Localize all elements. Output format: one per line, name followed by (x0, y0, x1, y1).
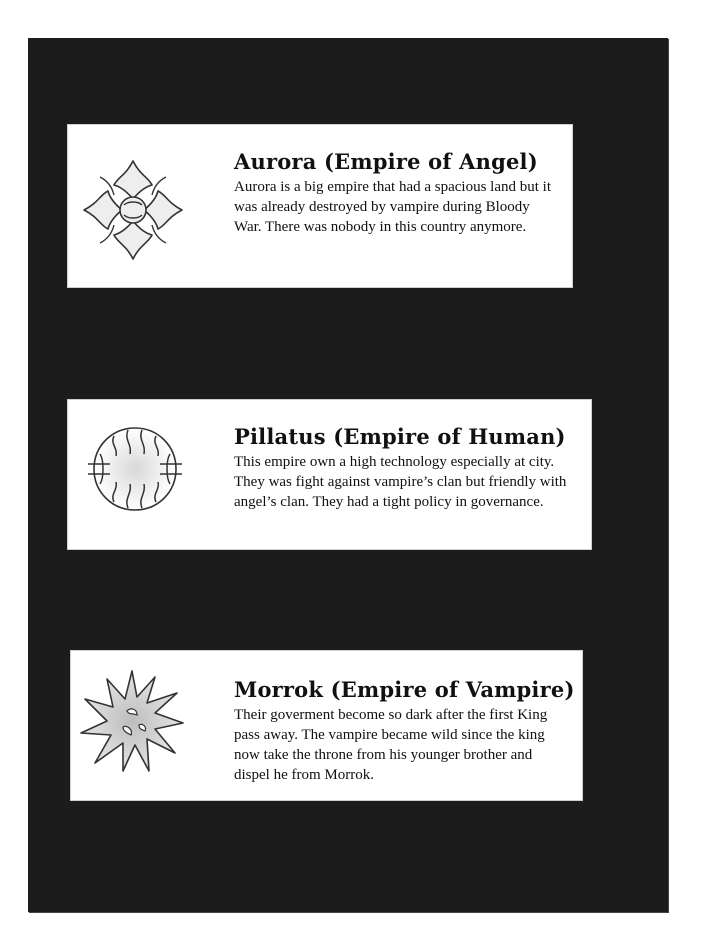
angel-emblem-icon (78, 155, 188, 265)
card-text-pillatus (234, 424, 579, 512)
card-text-aurora (234, 149, 554, 237)
card-title: Aurora (Empire of Angel) (234, 149, 538, 174)
card-description: This empire own a high technology especially at city. They was fight against vampire’s clan but friendly with angel’s clan. They had a tight policy in governance. (234, 454, 567, 510)
card-description: Their goverment become so dark after the first King pass away. The vampire became wild since the king now take the throne from his younger brother and dispel he from Morrok. (234, 707, 548, 783)
card-description: Aurora is a big empire that had a spacious land but it was already destroyed by vampire during Bloody War. There was nobody in this country anymore. (234, 179, 551, 235)
vampire-emblem-icon (77, 667, 187, 777)
card-text-morrok (234, 677, 575, 785)
human-emblem-icon (80, 414, 190, 524)
card-title: Pillatus (Empire of Human) (234, 424, 566, 449)
card-title: Morrok (Empire of Vampire) (234, 677, 575, 702)
empire-card-morrok (70, 650, 583, 801)
empire-card-aurora (67, 124, 573, 288)
empire-card-pillatus (67, 399, 592, 550)
